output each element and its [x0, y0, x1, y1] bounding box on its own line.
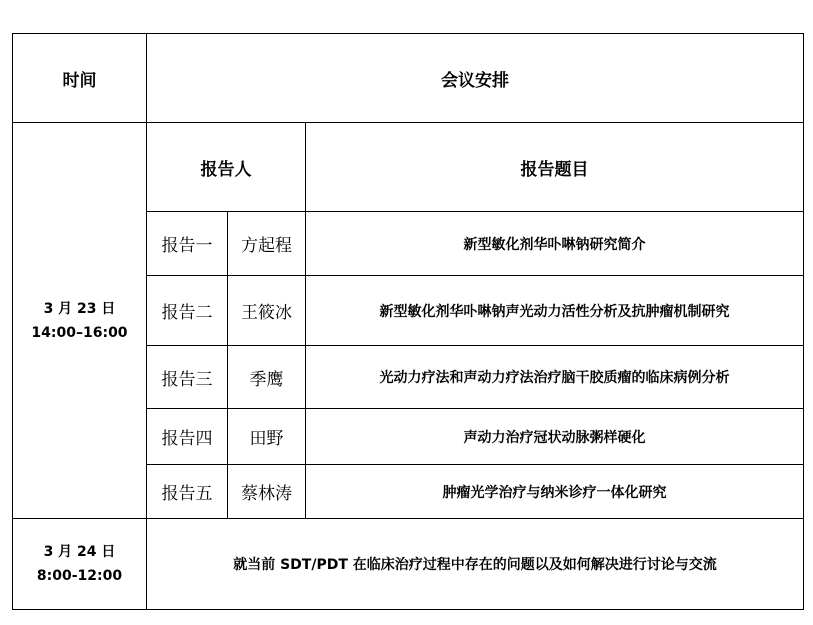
- subheader-row: [13, 123, 804, 212]
- day2-time: 8:00-12:00: [36, 568, 123, 584]
- report-title: 肿瘤光学治疗与纳米诊疗一体化研究: [306, 465, 804, 519]
- report-title: 新型敏化剂华卟啉钠研究简介: [306, 212, 804, 276]
- discussion-topic: 就当前 SDT/PDT 在临床治疗过程中存在的问题以及如何解决进行讨论与交流: [147, 519, 804, 610]
- agenda-header: 会议安排: [147, 34, 804, 123]
- day2-row: [13, 519, 804, 610]
- report-title: 声动力治疗冠状动脉粥样硬化: [306, 409, 804, 465]
- report-title: 光动力疗法和声动力疗法治疗脑干胶质瘤的临床病例分析: [306, 346, 804, 409]
- day1-date-cell: [13, 123, 147, 519]
- report-label: 报告三: [147, 346, 228, 409]
- report-speaker: 季鹰: [228, 346, 306, 409]
- speaker-header: 报告人: [147, 123, 306, 212]
- report-speaker: 王筱冰: [228, 276, 306, 346]
- day2-date-cell: [13, 519, 147, 610]
- header-row: [13, 34, 804, 123]
- report-speaker: 方起程: [228, 212, 306, 276]
- report-label: 报告四: [147, 409, 228, 465]
- report-speaker: 田野: [228, 409, 306, 465]
- report-title: 新型敏化剂华卟啉钠声光动力活性分析及抗肿瘤机制研究: [306, 276, 804, 346]
- report-label: 报告二: [147, 276, 228, 346]
- report-label: 报告五: [147, 465, 228, 519]
- day1-date: 3 月 23 日: [43, 300, 116, 317]
- report-label: 报告一: [147, 212, 228, 276]
- title-header: 报告题目: [306, 123, 804, 212]
- schedule-table: [12, 33, 804, 610]
- time-header: 时间: [13, 34, 147, 123]
- report-speaker: 蔡林涛: [228, 465, 306, 519]
- day2-date: 3 月 24 日: [43, 544, 116, 560]
- day1-time: 14:00–16:00: [31, 324, 128, 341]
